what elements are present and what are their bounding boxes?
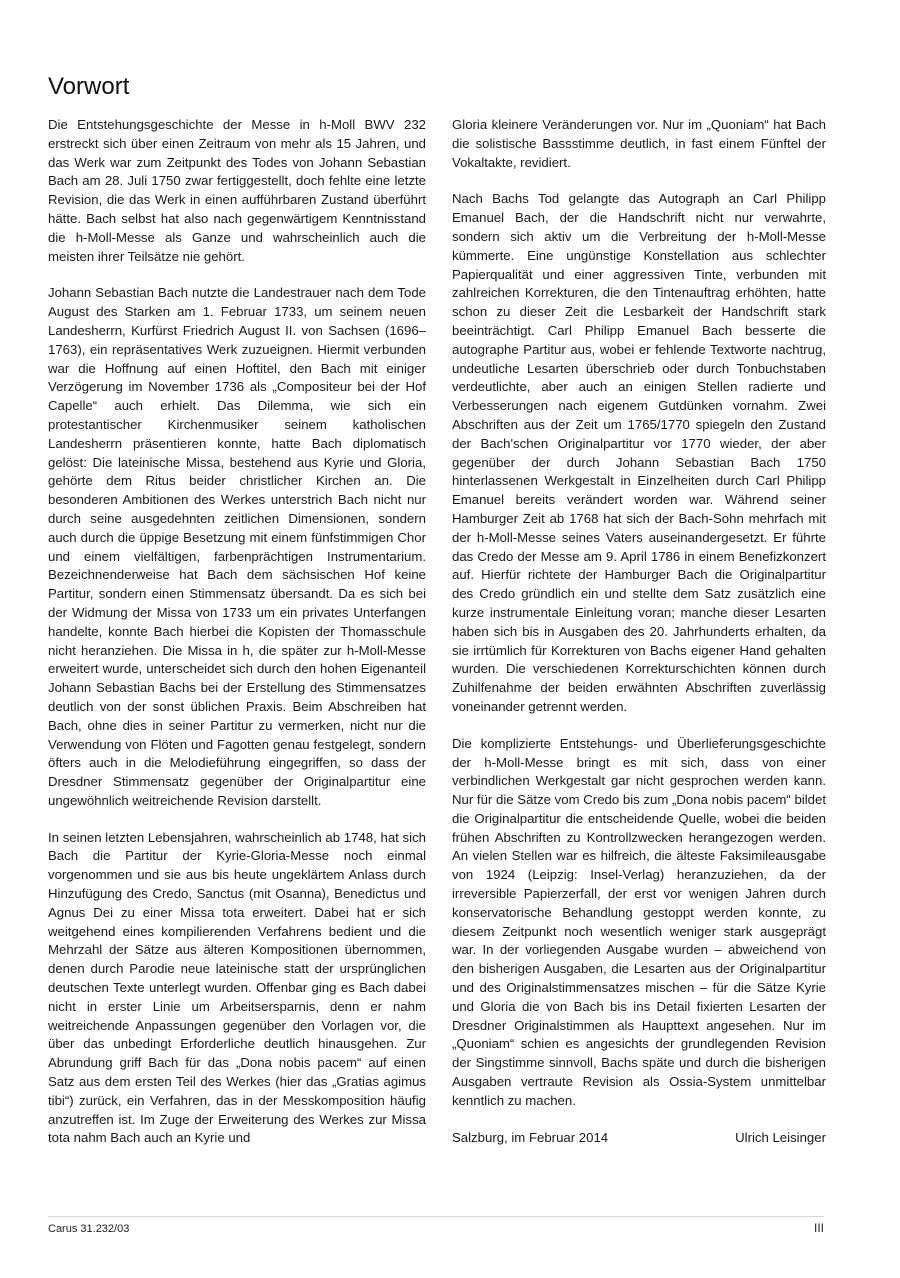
paragraph: Die Entstehungsgeschichte der Messe in h-Moll BWV 232 erstreckt sich über einen Zeitraum von mehr als 15 Jahren, und das Werk war zum Zeitpunkt des Todes von Johann Sebastian Bach am 28. Juli 1750 zwar fertiggestellt, doch fehlte eine letzte Revision, die das Werk in einen aufführbaren Zustand überführt hätte. Bach selbst hat also nach gegenwärtigem Kenntnisstand die h-Moll-Messe als Ganze und wahrscheinlich auch die meisten ihrer Teilsätze nie gehört. — [48, 117, 426, 264]
paragraph: Nach Bachs Tod gelangte das Autograph an Carl Philipp Emanuel Bach, der die Handschrift nicht nur verwahrte, sondern sich aktiv um die Verbreitung der h-Moll-Messe kümmerte. Eine ungünstige Konstellation aus schlechter Papierqualität und einer aggressiven Tinte, verbunden mit zahlreichen Korrekturen, die den Tintenauftrag erhöhten, hatte schon zu dieser Zeit die Lesbarkeit der Handschrift stark beeinträchtigt. Carl Philipp Emanuel Bach besserte die autographe Partitur aus, wobei er fehlende Textworte nachtrug, undeutliche Lesarten überschrieb oder durch Tonbuchstaben verdeutlichte, aber auch an einigen Stellen radierte und Verbesserungen nach eigenem Gutdünken vornahm. Zwei Abschriften aus der Zeit um 1765/1770 spiegeln den Zustand der Bach'schen Originalpartitur vor 1770 wieder, der aber gegenüber der durch Johann Sebastian Bach 1750 hinterlassenen Werkgestalt in Einzelheiten durch Carl Philipp Emanuel bereits verändert worden war. Während seiner Hamburger Zeit ab 1768 hat sich der Bach-Sohn mehrfach mit der h-Moll-Messe seines Vaters auseinandergesetzt. Er führte das Credo der Messe am 9. April 1786 in einem Benefizkonzert auf. Hierfür richtete der Hamburger Bach die Originalpartitur des Credo gründlich ein und stellte dem Satz zusätzlich eine kurze instrumentale Einleitung voran; manche dieser Lesarten haben sich bis in Ausgaben des 20. Jahrhunderts erhalten, da sie irrtümlich für Korrekturen von Bachs eigener Hand gehalten wurden. Die verschiedenen Korrekturschichten können durch Zuhilfenahme der beiden erwähnten Abschriften zuverlässig voneinander getrennt werden. — [452, 191, 826, 714]
author-name: Ulrich Leisinger — [735, 1129, 826, 1145]
paragraph: Die komplizierte Entstehungs- und Überlieferungsgeschichte der h-Moll-Messe bringt es mit sich, dass von einer verbindlichen Werkgestalt gar nicht gesprochen werden kann. Nur für die Sätze vom Credo bis zum „Dona nobis pacem“ bildet die Originalpartitur die entscheidende Quelle, wobei die beiden frühen Abschriften zu Kontrollzwecken herangezogen werden. An vielen Stellen war es hilfreich, die älteste Faksimileausgabe von 1924 (Leipzig: Insel-Verlag) heranzuziehen, da der irreversible Papierzerfall, der erst vor wenigen Jahren durch konservatorische Behandlung gestoppt werden konnte, zu diesem Zeitpunkt noch wesentlich weniger stark ausgeprägt war. In der vorliegenden Ausgabe wurden – abweichend von den bisherigen Ausgaben, die Lesarten aus der Originalpartitur und des Originalstimmensatzes mischen – für die Sätze Kyrie und Gloria die von Bach bis ins Detail fixierten Lesarten der Dresdner Originalstimmen als Haupttext angesehen. Nur im „Quoniam“ schien es angesichts der grundlegenden Revision der Singstimme sinnvoll, Bachs späte und durch die bisherigen Ausgaben vertraute Revision als Ossia-System unmittelbar kenntlich zu machen. — [452, 735, 826, 1108]
place-date: Salzburg, im Februar 2014 — [452, 1129, 609, 1145]
paragraph: In seinen letzten Lebensjahren, wahrscheinlich ab 1748, hat sich Bach die Partitur der Kyrie-Gloria-Messe noch einmal vorgenommen und sie aus bis heute ungeklärtem Anlass durch Hinzufügung des Credo, Sanctus (mit Osanna), Benedictus und Agnus Dei zu einer Missa tota erweitert. Dabei hat er sich weitgehend eines kompilierenden Verfahrens bedient und die Mehrzahl der Sätze aus älteren Kompositionen übernommen, denen durch Parodie neue lateinische statt der ursprünglichen deutschen Texte unterlegt wurden. Offenbar ging es Bach dabei nicht in erster Linie um Arbeitsersparnis, denn er nahm weitreichende Anpassungen gegenüber den Vorlagen vor, die über das unbedingt Erforderliche deutlich hinausgehen. Zur Abrundung griff Bach für das „Dona nobis pacem“ auf einen Satz aus dem ersten Teil des Werkes (hier das „Gratias agimus tibi“) zurück, ein Verfahren, das in der Messkomposition häufig anzutreffen ist. Im Zuge der Erweiterung des Werkes zur Missa tota nahm Bach auch an Kyrie und — [48, 829, 426, 1146]
signature-line — [452, 1129, 826, 1148]
paragraph: Johann Sebastian Bach nutzte die Landestrauer nach dem Tode August des Starken am 1. Februar 1733, um seinem neuen Landesherrn, Kurfürst Friedrich August II. von Sachsen (1696–1763), ein repräsentatives Werk zuzueignen. Hiermit verbunden war die Hoffnung auf einen Hoftitel, den Bach mit einiger Verzögerung im November 1736 als „Compositeur bei der Hof Capelle“ auch erhielt. Das Dilemma, wie sich ein protestantischer Kirchenmusiker seinem katholischen Landesherrn präsentieren konnte, hatte Bach diplomatisch gelöst: Die lateinische Missa, bestehend aus Kyrie und Gloria, gehörte dem Ritus beider christlicher Kirchen an. Die besonderen Ambitionen des Werkes unterstrich Bach nicht nur durch seine ausgedehnten zeitlichen Dimensionen, sondern auch durch die üppige Besetzung mit einem fünfstimmigen Chor und einem vielfältigen, farbenprächtigen Instrumentarium. Bezeichnenderweise hat Bach dem sächsischen Hof keine Partitur, sondern einen Stimmensatz übersandt. Da es sich bei der Widmung der Missa von 1733 um ein privates Unterfangen handelte, konnte Bach hierbei die Kopisten der Thomasschule nicht heranziehen. Die Missa in h, die später zur h-Moll-Messe erweitert wurde, unterscheidet sich durch den hohen Eigenanteil Johann Sebastian Bachs bei der Erstellung des Stimmensatzes deutlich von der sonst üblichen Praxis. Beim Abschreiben hat Bach, ohne dies in seiner Partitur zu vermerken, nicht nur die Verwendung von Flöten und Fagotten genau festgelegt, sondern öfters auch in die Melodieführung eingegriffen, so dass der Dresdner Stimmensatz gegenüber der Originalpartitur eine ungewöhnlich weitreichende Revision darstellt. — [48, 285, 426, 808]
left-column — [48, 116, 426, 1148]
footer-divider — [48, 1216, 824, 1217]
paragraph: Gloria kleinere Veränderungen vor. Nur im „Quoniam“ hat Bach die solistische Bassstimme deutlich, in fast einem Fünftel der Vokaltakte, revidiert. — [452, 117, 826, 170]
right-column — [452, 116, 826, 1147]
page-number: III — [813, 1221, 824, 1235]
catalog-number: Carus 31.232/03 — [48, 1223, 130, 1235]
page-title: Vorwort — [48, 73, 130, 100]
